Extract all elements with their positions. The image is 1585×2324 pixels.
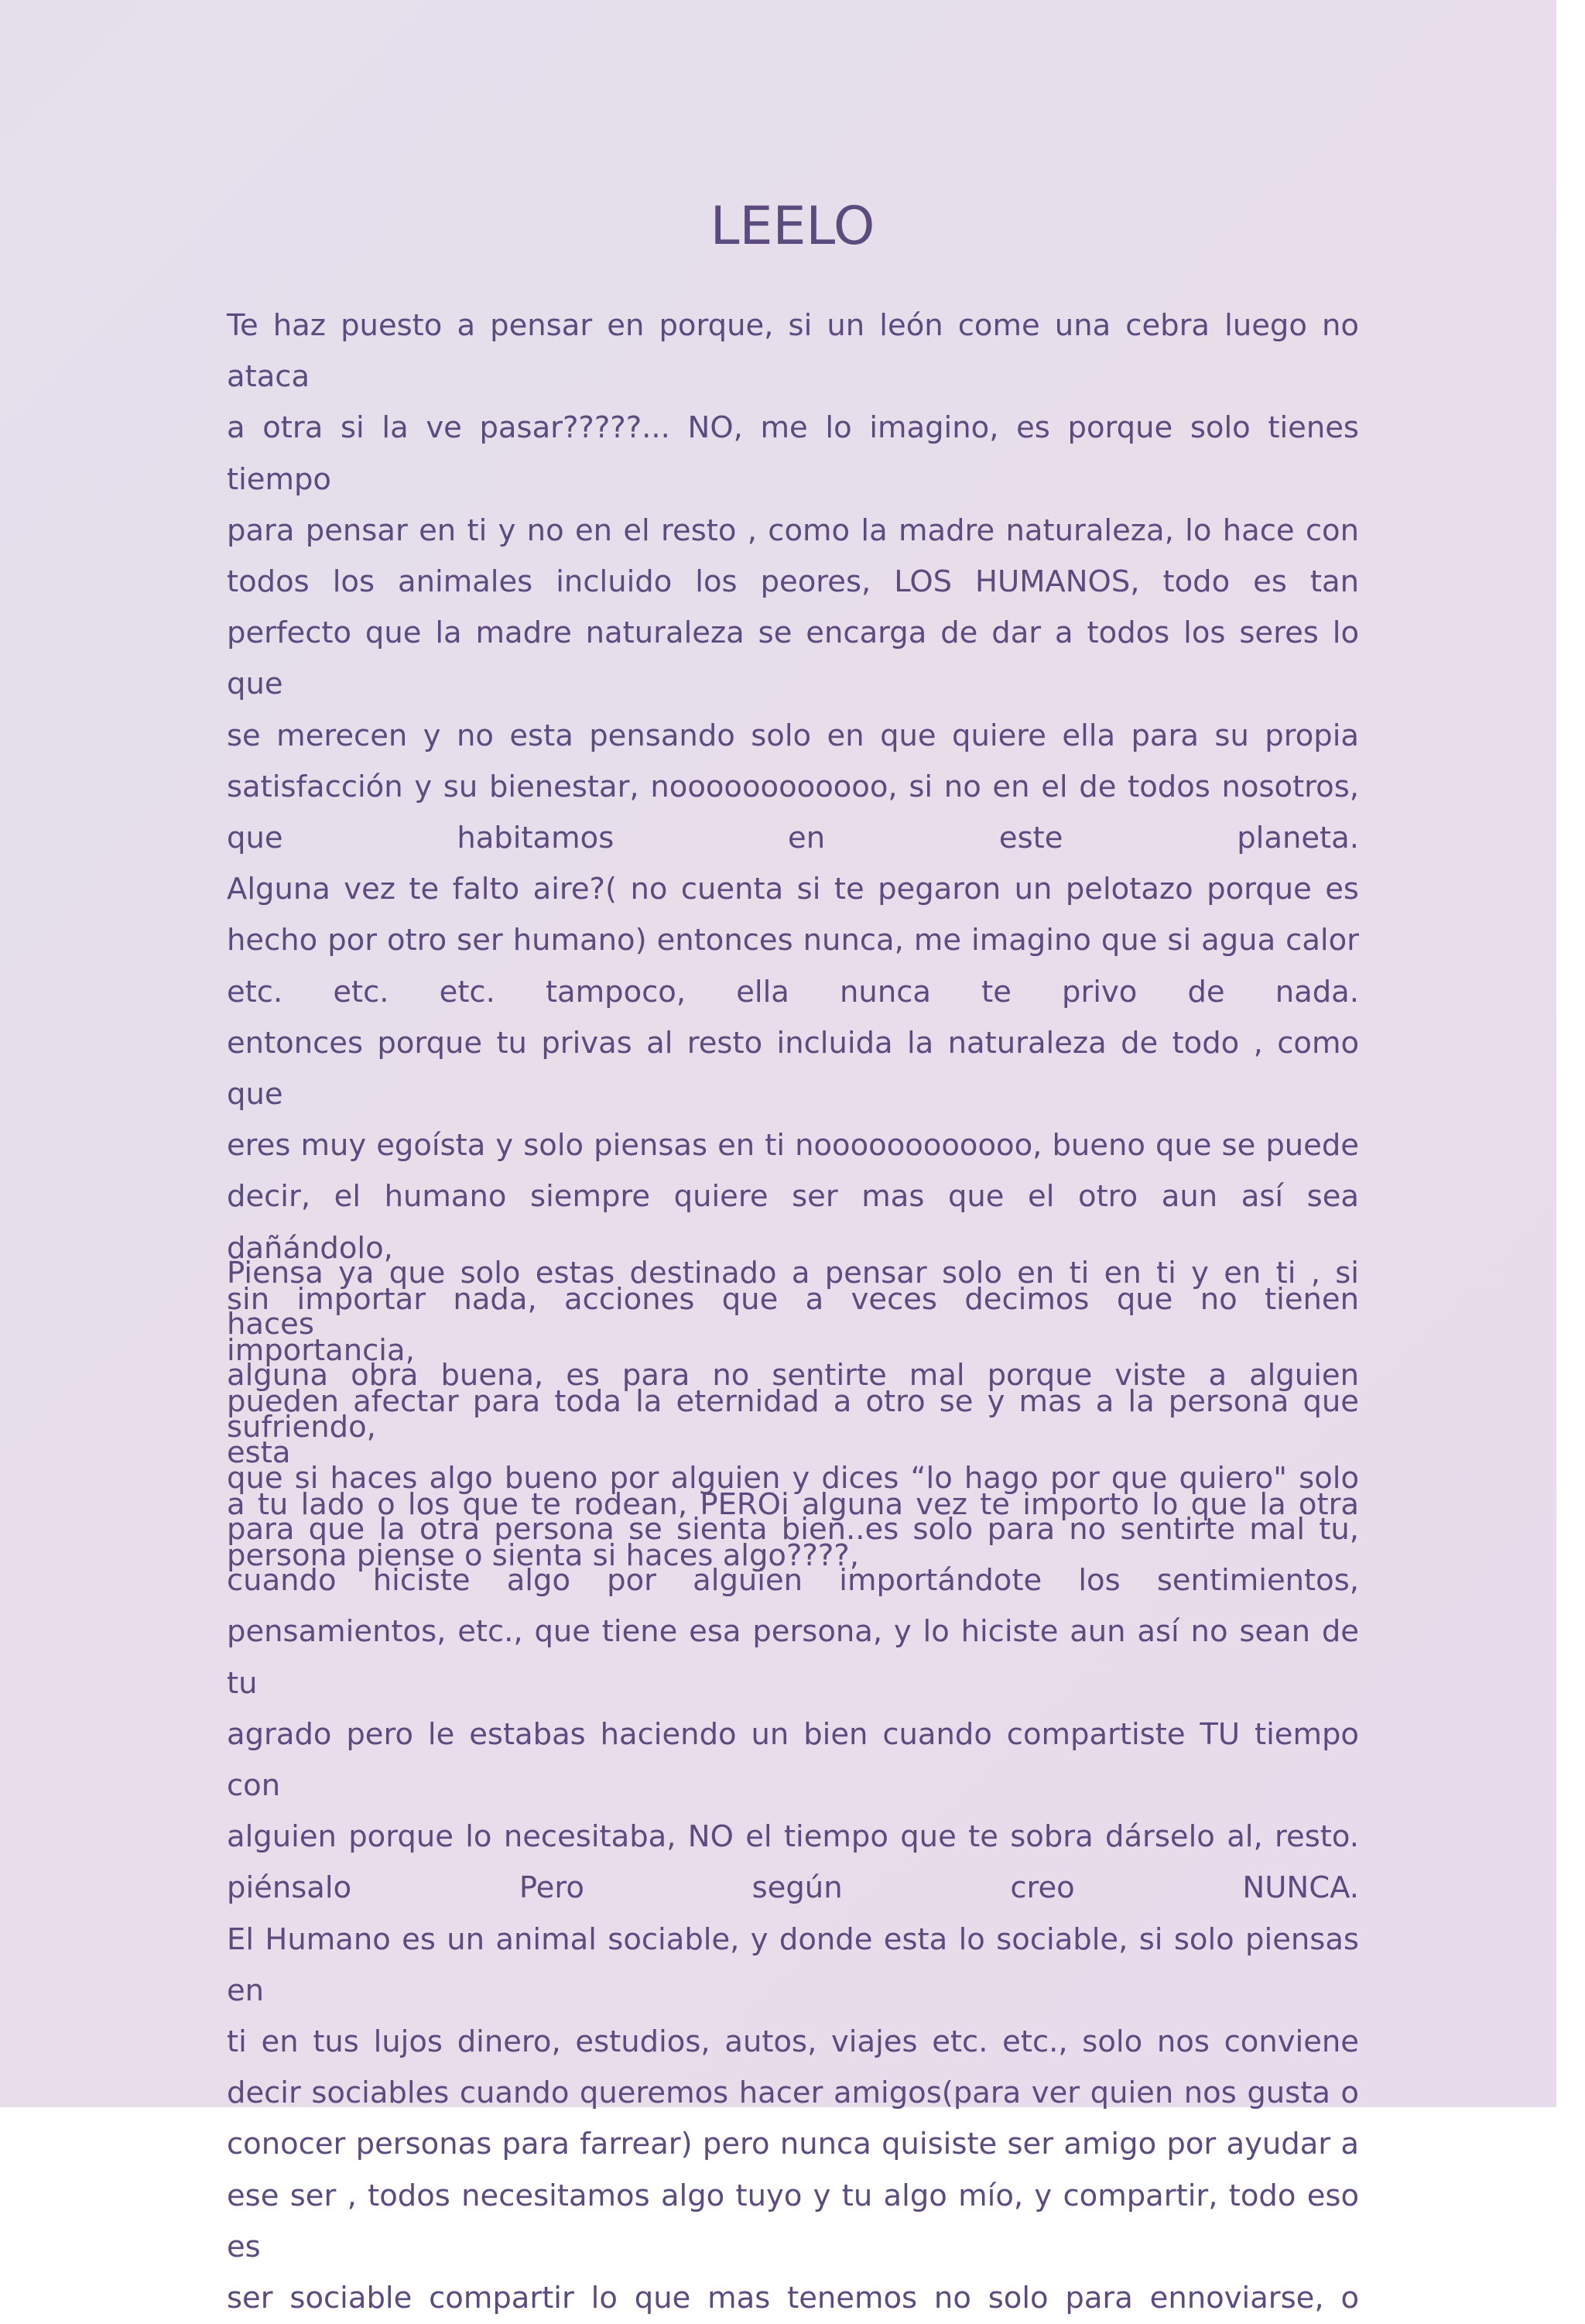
text-line: Piensa ya que solo estas destinado a pensar solo en ti en ti y en ti , si haces: [227, 1256, 1359, 1342]
text-line: entonces porque tu privas al resto incluida la naturaleza de todo , como que: [227, 1025, 1359, 1112]
text-line: decir sociables cuando queremos hacer amigos(para ver quien nos gusta o: [227, 2075, 1359, 2111]
text-line: para que la otra persona se sienta bien..es solo para no sentirte mal tu,: [227, 1512, 1359, 1548]
text-line: ser sociable compartir lo que mas tenemos no solo para ennoviarse, o: [227, 2281, 1359, 2316]
text-line: ese ser , todos necesitamos algo tuyo y tu algo mío, y compartir, todo eso es: [227, 2178, 1359, 2264]
text-line: ti en tus lujos dinero, estudios, autos, viajes etc. etc., solo nos conviene: [227, 2024, 1359, 2060]
text-line: a tu lado o los que te rodean, PEROi alguna vez te importo lo que la otra: [227, 1486, 1359, 1522]
text-line: perfecto que la madre naturaleza se encarga de dar a todos los seres lo que: [227, 615, 1359, 702]
text-line: pensamientos, etc., que tiene esa persona, y lo hiciste aun así no sean de tu: [227, 1614, 1359, 1701]
text-line: Alguna vez te falto aire?( no cuenta si te pegaron un pelotazo porque es: [227, 872, 1359, 907]
text-line: El Humano es un animal sociable, y donde esta lo sociable, si solo piensas en: [227, 1921, 1359, 2008]
text-line: eres muy egoísta y solo piensas en ti noooooooooooo, bueno que se puede: [227, 1128, 1359, 1164]
text-line: piénsalo Pero según creo NUNCA.: [227, 1870, 1359, 1906]
page-title: LEELO: [710, 196, 875, 257]
paragraph-2: [227, 1248, 1359, 2324]
text-line: alguna obra buena, es para no sentirte mal porque viste a alguien sufriendo,: [227, 1358, 1359, 1445]
text-line: persona piense o sienta si haces algo????,: [227, 1537, 859, 1573]
text-line: a otra si la ve pasar?????... NO, me lo imagino, es porque solo tienes tiempo: [227, 410, 1359, 497]
text-line: todos los animales incluido los peores, LOS HUMANOS, todo es tan: [227, 564, 1359, 600]
text-line: que habitamos en este planeta.: [227, 821, 1359, 856]
text-line: alguien porque lo necesitaba, NO el tiempo que te sobra dárselo al, resto.: [227, 1819, 1359, 1855]
text-line: etc. etc. etc. tampoco, ella nunca te privo de nada.: [227, 974, 1359, 1009]
text-line: conocer personas para farrear) pero nunca quisiste ser amigo por ayudar a: [227, 2127, 1359, 2162]
text-line: pueden afectar para toda la eternidad a otro se y mas a la persona que esta: [227, 1384, 1359, 1471]
text-line: para pensar en ti y no en el resto , como la madre naturaleza, lo hace con: [227, 512, 1359, 548]
text-line: satisfacción y su bienestar, noooooooooooo, si no en el de todos nosotros,: [227, 769, 1359, 804]
text-line: Te haz puesto a pensar en porque, si un león come una cebra luego no ataca: [227, 308, 1359, 395]
text-line: que si haces algo bueno por alguien y dices “lo hago por que quiero" solo: [227, 1460, 1359, 1496]
text-line: hecho por otro ser humano) entonces nunca, me imagino que si agua calor: [227, 923, 1359, 958]
text-line: agrado pero le estabas haciendo un bien cuando compartiste TU tiempo con: [227, 1716, 1359, 1804]
text-line: cuando hiciste algo por alguien importándote los sentimientos,: [227, 1563, 1359, 1599]
text-line: decir, el humano siempre quiere ser mas que el otro aun así sea dañándolo,: [227, 1179, 1359, 1266]
text-line: se merecen y no esta pensando solo en que quiere ella para su propia: [227, 718, 1359, 753]
text-line: sin importar nada, acciones que a veces decimos que no tienen importancia,: [227, 1281, 1359, 1369]
